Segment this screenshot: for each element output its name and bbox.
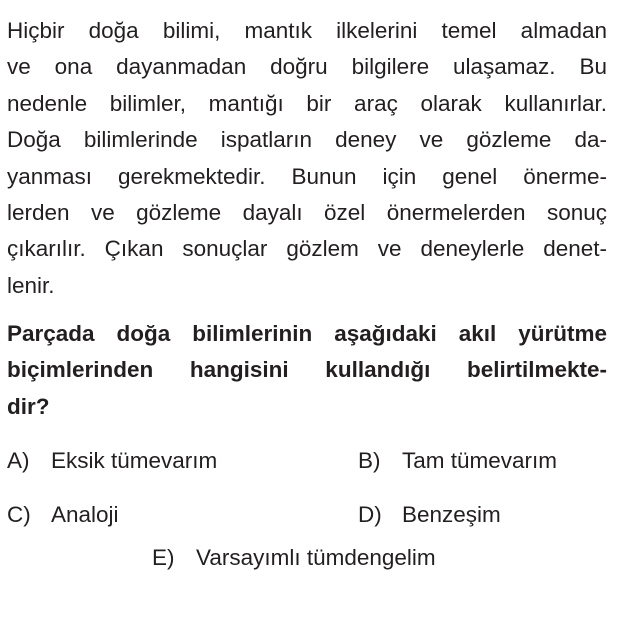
option-text: Tam tümevarım [402, 448, 558, 473]
passage-text [7, 13, 607, 304]
answer-option-d[interactable] [358, 500, 501, 530]
answer-option-b[interactable] [358, 446, 557, 476]
question-stem [7, 316, 607, 425]
answer-option-c[interactable] [7, 500, 119, 530]
passage-line: Doğa bilimlerinde ispatların deney ve gözleme da- [7, 127, 607, 153]
option-text: Analoji [51, 502, 119, 527]
passage-line: ve ona dayanmadan doğru bilgilere ulaşamaz. Bu [7, 54, 607, 80]
question-line: Parçada doğa bilimlerinin aşağıdaki akıl yürütme [7, 321, 607, 346]
passage-line: lenir. [7, 272, 55, 298]
option-letter: C) [7, 502, 31, 527]
option-letter: D) [358, 502, 382, 527]
passage-line: Hiçbir doğa bilimi, mantık ilkelerini temel almadan [7, 18, 607, 43]
answer-option-a[interactable] [7, 446, 217, 476]
option-letter: A) [7, 448, 30, 473]
option-text: Benzeşim [402, 502, 501, 527]
option-letter: B) [358, 448, 381, 473]
option-text: Eksik tümevarım [51, 448, 218, 473]
question-line: biçimlerinden hangisini kullandığı belirtilmekte- [7, 357, 607, 383]
passage-line: çıkarılır. Çıkan sonuçlar gözlem ve deneylerle denet- [7, 236, 607, 262]
passage-line: nedenle bilimler, mantığı bir araç olarak kullanırlar. [7, 90, 607, 116]
answer-option-e[interactable] [152, 543, 436, 573]
question-line: dir? [7, 393, 50, 419]
passage-line: lerden ve gözleme dayalı özel önermelerden sonuç [7, 200, 607, 226]
option-letter: E) [152, 545, 175, 570]
option-text: Varsayımlı tümdengelim [196, 545, 436, 570]
passage-line: yanması gerekmektedir. Bunun için genel önerme- [7, 163, 607, 189]
